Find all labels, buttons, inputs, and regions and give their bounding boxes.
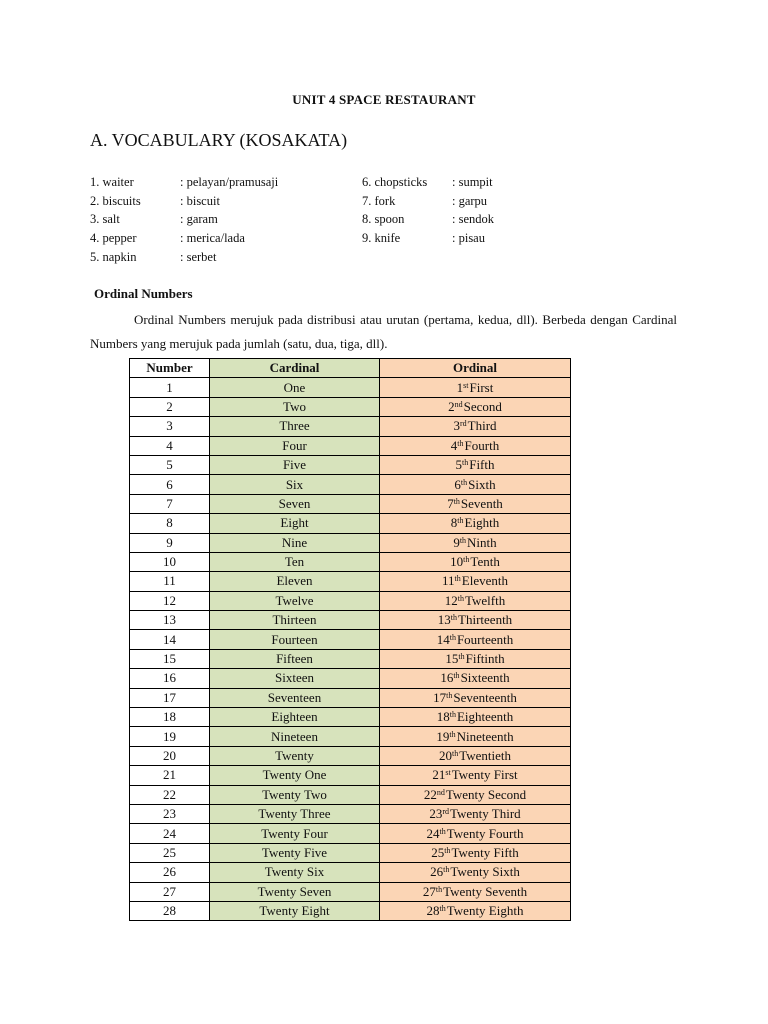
cell-ordinal [380,514,571,533]
cell-ordinal [380,378,571,397]
ordinal-suffix: th [457,438,464,448]
ordinal-number: 11 [442,573,455,589]
ordinal-number: 22 [423,786,437,802]
ordinal-word: Second [463,398,502,414]
cell-ordinal [380,708,571,727]
ordinal-suffix: rd [442,807,449,817]
ordinal-number: 15 [445,651,459,667]
ordinal-word: Seventeenth [453,689,517,705]
cell-cardinal: Fourteen [210,630,380,649]
vocabulary-item [90,210,278,229]
cell-cardinal: Twenty Eight [210,901,380,920]
cell-ordinal [380,669,571,688]
table-row [130,746,571,765]
table-row [130,843,571,862]
ordinal-suffix: th [439,904,446,914]
cell-number: 7 [130,494,210,513]
cell-ordinal [380,688,571,707]
cell-cardinal: Twelve [210,591,380,610]
table-row [130,417,571,436]
vocabulary-item [362,210,494,229]
cell-cardinal: Twenty [210,746,380,765]
ordinal-word: Twenty Eighth [446,903,524,919]
ordinal-number: 2 [448,398,455,414]
cell-ordinal [380,824,571,843]
ordinal-number: 3 [453,418,460,434]
ordinal-number: 17 [433,689,447,705]
cell-ordinal [380,727,571,746]
cell-cardinal: Thirteen [210,611,380,630]
table-row [130,824,571,843]
vocabulary-term: 5. napkin [90,249,137,264]
cell-ordinal [380,804,571,823]
cell-cardinal: Eighteen [210,708,380,727]
table-row [130,378,571,397]
ordinal-suffix: th [453,671,460,681]
vocabulary-definition: : serbet [180,249,217,264]
cell-number: 1 [130,378,210,397]
ordinal-word: Twenty Second [445,786,527,802]
table-row [130,494,571,513]
ordinal-suffix: nd [436,787,445,797]
cell-cardinal: Twenty Three [210,804,380,823]
cell-number: 27 [130,882,210,901]
ordinal-number: 9 [453,534,460,550]
cell-cardinal: Three [210,417,380,436]
ordinal-suffix: th [451,749,459,758]
cell-cardinal: Sixteen [210,669,380,688]
cell-cardinal: Twenty Six [210,863,380,882]
cell-cardinal: Ten [210,552,380,571]
vocabulary-definition: : biscuit [180,193,220,208]
cell-number: 21 [130,766,210,785]
cell-number: 13 [130,611,210,630]
ordinal-suffix: th [457,516,464,526]
cell-cardinal: One [210,378,380,397]
ordinal-suffix: th [450,613,458,623]
ordinal-word: Eleventh [461,573,508,589]
cell-number: 18 [130,708,210,727]
ordinal-number: 19 [436,728,450,744]
vocabulary-item [90,192,278,211]
cell-ordinal [380,630,571,649]
vocabulary-definition: : pelayan/pramusaji [180,175,279,189]
cell-number: 6 [130,475,210,494]
cell-number: 8 [130,514,210,533]
vocabulary-term: 7. fork [362,193,396,208]
cell-cardinal: Twenty Five [210,843,380,862]
cell-ordinal [380,533,571,552]
cell-cardinal: Twenty Seven [210,882,380,901]
table-row [130,727,571,746]
ordinal-number: 23 [429,806,443,822]
cell-ordinal [380,863,571,882]
ordinal-suffix: rd [459,419,467,429]
cell-cardinal: Twenty Two [210,785,380,804]
cell-cardinal: Two [210,397,380,416]
cell-number: 26 [130,863,210,882]
vocabulary-item [362,173,494,192]
ordinal-number: 7 [447,495,454,511]
ordinal-word: Sixth [468,476,496,492]
ordinal-word: Eighteenth [456,709,514,725]
cell-number: 22 [130,785,210,804]
ordinal-word: Third [467,418,497,434]
ordinal-suffix: th [453,496,460,506]
ordinal-word: Twelfth [464,592,506,608]
cell-number: 15 [130,649,210,668]
cell-cardinal: Five [210,455,380,474]
ordinal-word: Twenty First [451,767,518,783]
vocabulary-item [90,173,278,192]
cell-ordinal [380,417,571,436]
cell-cardinal: Twenty One [210,766,380,785]
ordinal-paragraph-text: Ordinal Numbers merujuk pada distribusi atau urutan (pertama, kedua, dll). Berbeda dengan Cardinal Numbers yang merujuk pada jumlah (satu, dua, tiga, dll). [90,312,677,351]
table-row [130,688,571,707]
ordinal-number: 25 [431,844,445,860]
cell-cardinal: Seventeen [210,688,380,707]
cell-ordinal [380,843,571,862]
cell-ordinal [380,766,571,785]
ordinal-word: Nineteenth [456,728,514,744]
table-row [130,708,571,727]
header-ordinal: Ordinal [380,359,571,378]
cell-ordinal [380,611,571,630]
cell-ordinal [380,494,571,513]
vocabulary-list-left [90,173,278,266]
vocabulary-term: 9. knife [362,231,401,246]
vocabulary-definition: : pisau [452,231,485,246]
cell-cardinal: Nineteen [210,727,380,746]
cell-ordinal [380,475,571,494]
ordinal-paragraph [90,308,677,356]
cell-ordinal [380,552,571,571]
table-header-row [130,359,571,378]
table-row [130,572,571,591]
ordinal-suffix: th [443,865,450,875]
cell-cardinal: Nine [210,533,380,552]
ordinal-word: Fourth [464,437,500,453]
cell-number: 24 [130,824,210,843]
ordinal-word: First [469,379,494,395]
cell-number: 17 [130,688,210,707]
cell-ordinal [380,785,571,804]
ordinal-number: 12 [444,592,458,608]
cell-cardinal: Six [210,475,380,494]
vocabulary-term: 6. chopsticks [362,175,428,189]
cell-number: 14 [130,630,210,649]
vocabulary-definition: : sumpit [452,175,493,189]
header-cardinal: Cardinal [210,359,380,378]
table-row [130,514,571,533]
table-row [130,552,571,571]
ordinal-suffix: th [449,729,456,739]
ordinal-number: 21 [432,767,446,783]
ordinal-suffix: th [454,574,461,584]
ordinal-number: 28 [426,903,440,919]
header-number: Number [130,359,210,378]
ordinal-suffix: th [458,652,465,662]
ordinal-word: Seventh [460,495,503,511]
cell-cardinal: Seven [210,494,380,513]
cell-ordinal [380,649,571,668]
table-body [130,378,571,921]
cell-number: 12 [130,591,210,610]
cell-number: 5 [130,455,210,474]
vocabulary-item [90,229,278,248]
ordinal-table [129,358,571,921]
cell-number: 23 [130,804,210,823]
cell-ordinal [380,746,571,765]
cell-ordinal [380,572,571,591]
vocabulary-term: 3. salt [90,212,120,227]
ordinal-suffix: th [460,477,468,487]
cell-cardinal: Fifteen [210,649,380,668]
cell-number: 25 [130,843,210,862]
ordinal-number: 16 [440,670,454,686]
table-row [130,591,571,610]
cell-cardinal: Four [210,436,380,455]
ordinal-heading: Ordinal Numbers [94,286,193,301]
ordinal-suffix: th [461,458,469,468]
cell-cardinal: Eight [210,514,380,533]
table-row [130,397,571,416]
ordinal-suffix: th [459,535,467,545]
ordinal-number: 6 [454,476,461,492]
vocabulary-term: 4. pepper [90,231,137,246]
cell-number: 3 [130,417,210,436]
page-title: UNIT 4 SPACE RESTAURANT [292,92,476,107]
ordinal-number: 10 [450,554,464,570]
ordinal-suffix: nd [454,399,463,409]
table-row [130,804,571,823]
ordinal-word: Tenth [470,554,500,570]
table-row [130,455,571,474]
ordinal-suffix: st [445,768,451,778]
vocabulary-term: 8. spoon [362,212,405,227]
ordinal-word: Thirteenth [458,612,513,628]
ordinal-number: 20 [438,748,452,763]
ordinal-suffix: th [435,884,443,894]
table-row [130,766,571,785]
ordinal-number: 26 [430,864,444,880]
ordinal-suffix: th [457,593,464,603]
ordinal-word: Fiftinth [465,651,505,667]
table-row [130,901,571,920]
cell-ordinal [380,882,571,901]
vocabulary-term: 1. waiter [90,175,134,189]
ordinal-number: 18 [436,709,450,725]
ordinal-suffix: th [444,845,451,855]
ordinal-suffix: th [449,710,456,720]
vocabulary-item [362,192,494,211]
ordinal-word: Twenty Third [449,806,521,822]
table-row [130,475,571,494]
table-row [130,649,571,668]
ordinal-word: Twenty Fourth [446,825,524,841]
ordinal-word: Fifth [469,457,495,473]
ordinal-word: Fourteenth [456,631,514,647]
vocabulary-item [362,229,494,248]
ordinal-number: 4 [450,437,458,453]
section-heading: A. VOCABULARY (KOSAKATA) [90,130,348,150]
ordinal-suffix: th [463,555,470,565]
table-row [130,863,571,882]
ordinal-word: Eighth [464,515,500,531]
cell-number: 28 [130,901,210,920]
cell-ordinal [380,901,571,920]
table-row [130,785,571,804]
cell-cardinal: Eleven [210,572,380,591]
cell-ordinal [380,397,571,416]
cell-ordinal [380,591,571,610]
ordinal-word: Twentieth [459,748,512,763]
cell-number: 16 [130,669,210,688]
vocabulary-term: 2. biscuits [90,193,141,208]
cell-number: 20 [130,746,210,765]
vocabulary-definition: : garam [180,212,218,227]
ordinal-word: Sixteenth [460,670,510,686]
ordinal-word: Twenty Seventh [443,883,528,899]
ordinal-number: 13 [437,612,451,628]
table-row [130,436,571,455]
ordinal-word: Twenty Sixth [450,864,520,880]
ordinal-word: Ninth [467,534,497,550]
vocabulary-item [90,248,278,267]
ordinal-number: 14 [436,631,450,647]
ordinal-suffix: th [449,632,456,642]
cell-number: 10 [130,552,210,571]
vocabulary-definition: : merica/lada [180,231,245,246]
ordinal-number: 5 [455,457,462,473]
cell-number: 9 [130,533,210,552]
ordinal-number: 8 [450,515,458,531]
ordinal-number: 1 [456,379,464,395]
cell-ordinal [380,455,571,474]
cell-number: 19 [130,727,210,746]
vocabulary-list-right [362,173,494,248]
table-row [130,630,571,649]
ordinal-suffix: st [463,380,469,390]
vocabulary-definition: : sendok [452,212,495,227]
table-row [130,669,571,688]
cell-cardinal: Twenty Four [210,824,380,843]
cell-number: 2 [130,397,210,416]
ordinal-word: Twenty Fifth [451,844,519,860]
ordinal-suffix: th [439,826,446,836]
ordinal-number: 24 [426,825,440,841]
ordinal-number: 27 [422,883,436,899]
table-row [130,882,571,901]
cell-number: 11 [130,572,210,591]
vocabulary-definition: : garpu [452,193,488,208]
ordinal-suffix: th [446,690,453,700]
table-row [130,533,571,552]
table-row [130,611,571,630]
cell-number: 4 [130,436,210,455]
cell-ordinal [380,436,571,455]
